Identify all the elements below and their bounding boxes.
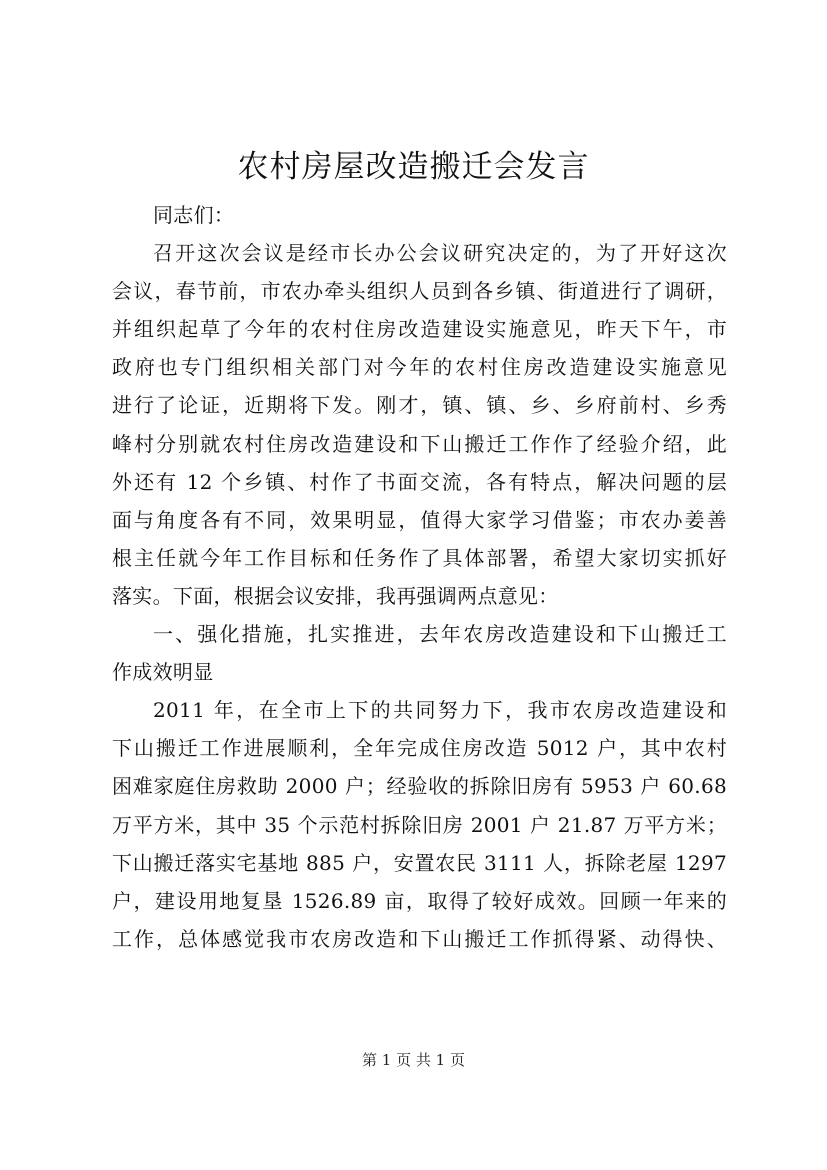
body-line: 困难家庭住房救助 2000 户；经验收的拆除旧房有 5953 户 60.68 bbox=[112, 774, 727, 799]
body-line: 峰村分别就农村住房改造建设和下山搬迁工作作了经验介绍，此 bbox=[112, 431, 727, 456]
document-body bbox=[112, 196, 727, 958]
body-line: 外还有 12 个乡镇、村作了书面交流，各有特点，解决问题的层 bbox=[112, 469, 727, 494]
body-line: 政府也专门组织相关部门对今年的农村住房改造建设实施意见 bbox=[112, 355, 727, 380]
salutation-line: 同志们： bbox=[153, 203, 235, 227]
body-line: 落实。下面，根据会议安排，我再强调两点意见： bbox=[112, 583, 559, 608]
body-line: 面与角度各有不同，效果明显，值得大家学习借鉴；市农办姜善 bbox=[112, 507, 727, 532]
page-number-footer: 第 1 页 共 1 页 bbox=[362, 1051, 465, 1069]
body-line: 2011 年，在全市上下的共同努力下，我市农房改造建设和 bbox=[153, 698, 727, 723]
body-line: 工作，总体感觉我市农房改造和下山搬迁工作抓得紧、动得快、 bbox=[112, 926, 727, 951]
body-line: 户，建设用地复垦 1526.89 亩，取得了较好成效。回顾一年来的 bbox=[112, 888, 727, 913]
section-heading-line: 一、强化措施，扎实推进，去年农房改造建设和下山搬迁工 bbox=[153, 622, 727, 647]
document-title: 农村房屋改造搬迁会发言 bbox=[237, 149, 590, 185]
body-line: 会议，春节前，市农办牵头组织人员到各乡镇、街道进行了调研， bbox=[112, 279, 727, 304]
section-heading-line: 作成效明显 bbox=[112, 660, 214, 685]
body-line: 万平方米，其中 35 个示范村拆除旧房 2001 户 21.87 万平方米； bbox=[112, 812, 727, 837]
body-line: 召开这次会议是经市长办公会议研究决定的，为了开好这次 bbox=[153, 241, 727, 266]
body-line: 根主任就今年工作目标和任务作了具体部署，希望大家切实抓好 bbox=[112, 545, 727, 570]
body-line: 进行了论证，近期将下发。刚才，镇、镇、乡、乡府前村、乡秀 bbox=[112, 393, 727, 418]
body-line: 下山搬迁工作进展顺利，全年完成住房改造 5012 户，其中农村 bbox=[112, 736, 727, 761]
body-line: 下山搬迁落实宅基地 885 户，安置农民 3111 人，拆除老屋 1297 bbox=[112, 850, 727, 875]
body-line: 并组织起草了今年的农村住房改造建设实施意见，昨天下午，市 bbox=[112, 317, 727, 342]
